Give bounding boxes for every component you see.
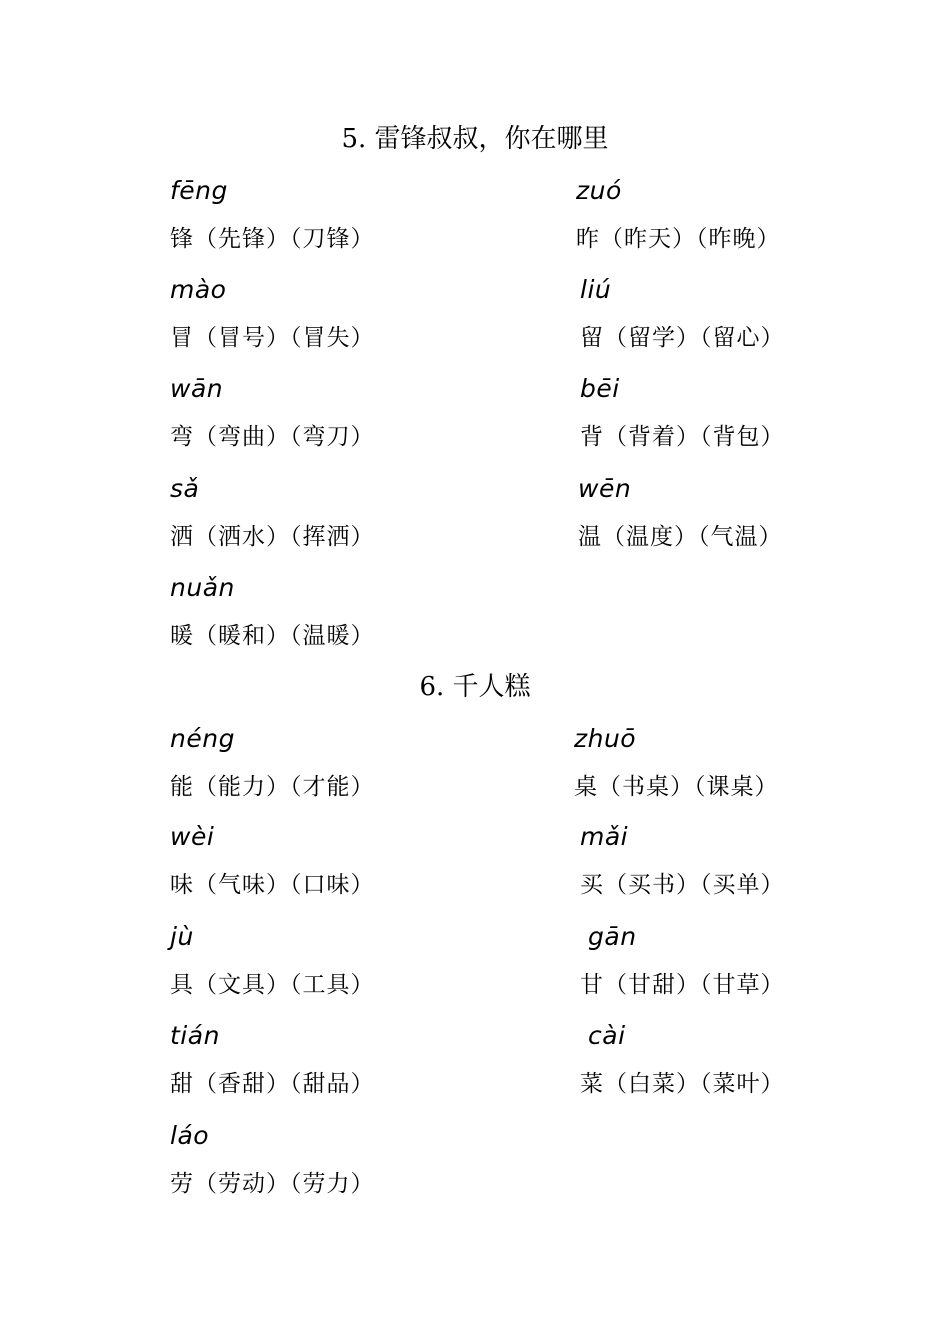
vocab-entry [170,820,550,920]
vocab-entry [170,920,550,1020]
word-group: 冒（冒号）（冒失） [170,325,375,351]
word-group: 菜（白菜）（菜叶） [580,1071,785,1097]
word-group: 暖（暖和）（温暖） [170,623,375,649]
vocab-entry [170,472,550,572]
lesson-title: 5. 雷锋叔叔，你在哪里 [341,124,609,154]
word-group: 能（能力）（才能） [170,774,375,800]
pinyin: néng [170,724,235,753]
word-group: 具（文具）（工具） [170,972,375,998]
word-group: 甜（香甜）（甜品） [170,1071,375,1097]
vocab-entry [574,722,950,822]
word-group: 甘（甘甜）（甘草） [580,972,785,998]
word-group: 桌（书桌）（课桌） [574,774,779,800]
vocab-entry [170,174,550,274]
pinyin: wèi [170,822,215,851]
vocab-entry [580,820,950,920]
vocab-entry [170,1019,550,1119]
vocab-entry [170,722,550,822]
word-group: 弯（弯曲）（弯刀） [170,424,375,450]
pinyin: mào [170,275,227,304]
pinyin: gān [588,922,637,951]
pinyin: láo [170,1121,210,1150]
pinyin: wān [170,374,224,403]
vocab-entry [170,273,550,373]
word-group: 味（气味）（口味） [170,872,375,898]
pinyin: wēn [578,474,632,503]
vocab-entry [576,174,950,274]
word-group: 锋（先锋）（刀锋） [170,226,375,252]
pinyin: tián [170,1021,220,1050]
word-group: 留（留学）（留心） [580,325,785,351]
pinyin: sǎ [170,474,200,503]
vocab-entry [170,571,550,671]
pinyin: zuó [576,176,622,205]
word-group: 劳（劳动）（劳力） [170,1171,375,1197]
pinyin: liú [580,275,612,304]
word-group: 昨（昨天）（昨晚） [576,226,781,252]
word-group: 温（温度）（气温） [578,524,783,550]
vocab-entry [580,1019,950,1119]
vocab-entry [170,1119,550,1219]
pinyin: mǎi [580,822,629,851]
vocab-entry [170,372,550,472]
vocab-entry [580,372,950,472]
vocab-entry [580,273,950,373]
word-group: 背（背着）（背包） [580,424,785,450]
lesson-title: 6. 千人糕 [419,672,531,702]
pinyin: bēi [580,374,620,403]
vocab-entry [578,472,950,572]
vocab-entry [580,920,950,1020]
word-group: 买（买书）（买单） [580,872,785,898]
pinyin: nuǎn [170,573,235,602]
pinyin: jù [170,922,194,951]
pinyin: cài [588,1021,626,1050]
pinyin: fēng [170,176,228,205]
pinyin: zhuō [574,724,637,753]
word-group: 洒（洒水）（挥洒） [170,524,375,550]
